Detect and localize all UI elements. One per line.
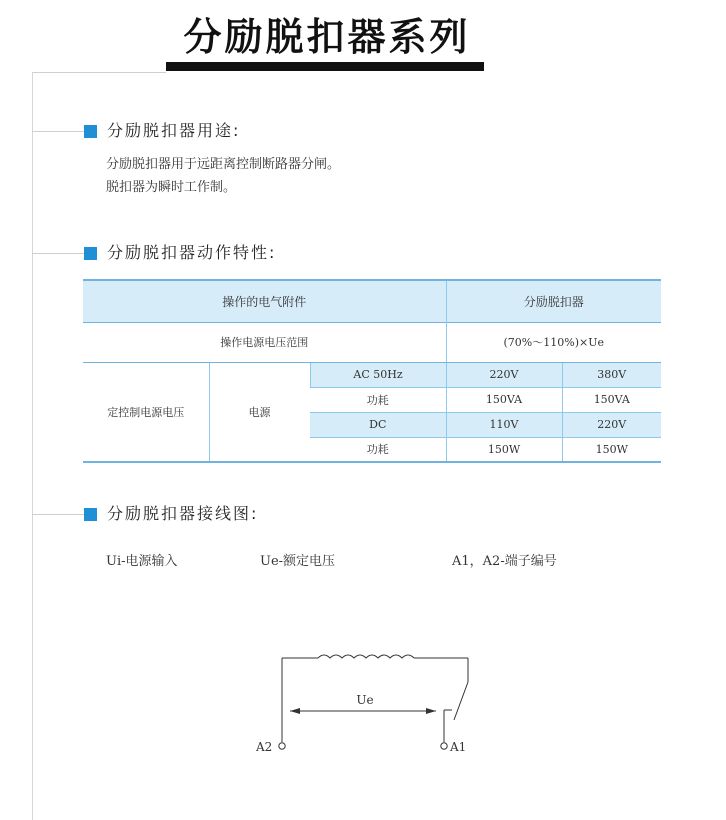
section-characteristics-rule [32, 253, 84, 254]
legend-terminals: A1，A2-端子编号 [452, 554, 557, 569]
title-underline-bar [166, 62, 484, 71]
side-guide-line [32, 72, 33, 820]
section-characteristics-heading: 分励脱扣器动作特性: [107, 243, 277, 262]
table-range-row [83, 322, 661, 362]
table-group-label: 定控制电源电压 [83, 362, 209, 462]
usage-line-1: 分励脱扣器用于远距离控制断路器分闸。 [106, 157, 341, 172]
table-cell-value: 150W [446, 437, 562, 462]
section-wiring-heading: 分励脱扣器接线图: [107, 504, 259, 523]
ue-label: Ue [356, 693, 374, 707]
arrow-left-icon [290, 708, 300, 714]
table-cell-value: 150W [562, 437, 661, 462]
table-range-label: 操作电源电压范围 [83, 322, 446, 362]
section-characteristics-square-icon [84, 247, 97, 260]
table-header-right: 分励脱扣器 [446, 280, 661, 322]
section-wiring-rule [32, 514, 84, 515]
section-usage-rule [32, 131, 84, 132]
a1-label: A1 [450, 740, 467, 754]
table-cell-label: AC 50Hz [310, 362, 446, 387]
table-cell-value: 220V [562, 412, 661, 437]
table-power-label: 电源 [209, 362, 310, 462]
table-cell-value: 150VA [562, 387, 661, 412]
section-usage-heading: 分励脱扣器用途: [107, 121, 241, 140]
table-cell-value: 110V [446, 412, 562, 437]
table-cell-label: DC [310, 412, 446, 437]
page-title: 分励脱扣器系列 [183, 15, 471, 59]
table-header-left: 操作的电气附件 [83, 280, 446, 322]
table-cell-value: 150VA [446, 387, 562, 412]
characteristics-table [83, 279, 661, 463]
usage-line-2: 脱扣器为瞬时工作制。 [106, 180, 237, 195]
table-range-value: (70%～110%)×Ue [446, 322, 661, 362]
terminal-a1-icon [441, 743, 447, 749]
section-wiring-square-icon [84, 508, 97, 521]
arrow-right-icon [426, 708, 436, 714]
table-cell-label: 功耗 [310, 437, 446, 462]
table-row [83, 362, 661, 387]
table-header-row [83, 280, 661, 322]
a2-label: A2 [256, 740, 273, 754]
legend-ui: Ui-电源输入 [106, 554, 178, 569]
title-divider [32, 72, 166, 73]
terminal-a2-icon [279, 743, 285, 749]
table-cell-value: 220V [446, 362, 562, 387]
wiring-diagram [240, 640, 500, 770]
table-cell-value: 380V [562, 362, 661, 387]
switch-contact-icon [454, 682, 468, 720]
section-usage-square-icon [84, 125, 97, 138]
coil-icon [318, 655, 414, 658]
legend-ue: Ue-额定电压 [260, 554, 336, 569]
table-cell-label: 功耗 [310, 387, 446, 412]
